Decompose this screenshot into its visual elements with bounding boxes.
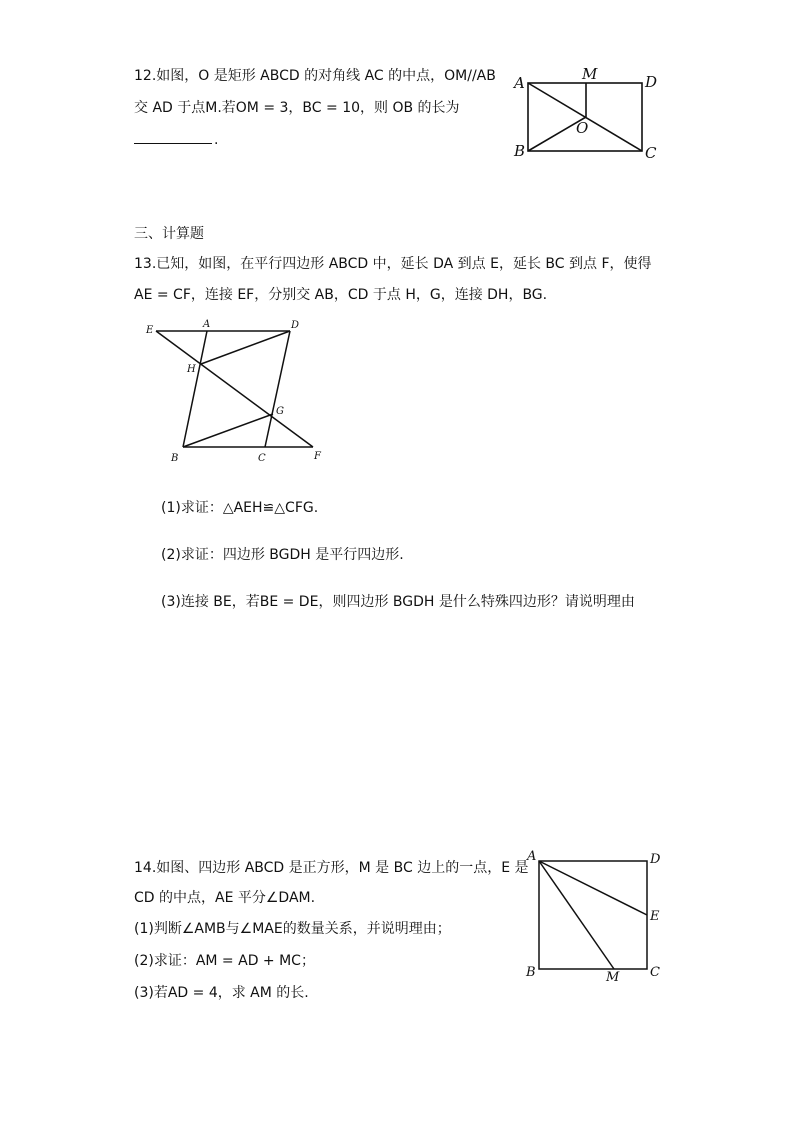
label-H: H xyxy=(187,364,196,375)
label-A: A xyxy=(527,849,537,864)
side-dc xyxy=(265,331,290,447)
segment-dh xyxy=(201,331,290,364)
q12-line2: 交 AD 于点M.若OM = 3，BC = 10，则 OB 的长为 xyxy=(134,100,460,116)
label-M: M xyxy=(582,65,598,83)
square-abcd xyxy=(539,861,647,969)
side-ab xyxy=(183,331,207,447)
q14-figure xyxy=(522,848,672,985)
q13-part3: (3)连接 BE，若BE = DE，则四边形 BGDH 是什么特殊四边形？请说明理由 xyxy=(161,594,635,610)
label-C: C xyxy=(258,453,266,464)
section-title: 三、计算题 xyxy=(134,226,204,242)
label-D: D xyxy=(645,73,658,91)
label-F: F xyxy=(314,451,321,462)
q12-period: . xyxy=(214,132,219,148)
q13-part1: (1)求证：△AEH≌△CFG. xyxy=(161,500,319,516)
label-B: B xyxy=(514,142,526,160)
q14-line1: 14.如图、四边形 ABCD 是正方形，M 是 BC 边上的一点，E 是 xyxy=(134,860,529,876)
q13-line1: 13.已知，如图，在平行四边形 ABCD 中，延长 DA 到点 E，延长 BC 到点 F，使得 xyxy=(134,256,652,272)
label-E: E xyxy=(146,325,154,336)
q12-figure xyxy=(510,66,670,166)
label-G: G xyxy=(276,406,284,417)
q14-part1: (1)判断∠AMB与∠MAE的数量关系，并说明理由； xyxy=(134,921,451,937)
answer-blank[interactable] xyxy=(134,131,212,144)
label-C: C xyxy=(645,144,657,162)
line-ef xyxy=(156,331,313,447)
label-A: A xyxy=(203,319,211,330)
label-O: O xyxy=(576,119,589,137)
segment-ae xyxy=(539,861,647,915)
segment-am xyxy=(539,861,614,969)
q14-part3: (3)若AD = 4，求 AM 的长. xyxy=(134,985,309,1001)
label-B: B xyxy=(171,453,179,464)
q14-line2: CD 的中点，AE 平分∠DAM. xyxy=(134,890,316,906)
label-D: D xyxy=(650,852,661,867)
label-E: E xyxy=(650,909,660,924)
q13-line2: AE = CF，连接 EF，分别交 AB，CD 于点 H，G，连接 DH，BG. xyxy=(134,287,548,303)
q14-part2: (2)求证：AM = AD + MC； xyxy=(134,953,315,969)
q12-line3 xyxy=(134,131,218,149)
label-B: B xyxy=(526,965,536,980)
segment-bg xyxy=(183,414,273,447)
label-M: M xyxy=(606,970,620,985)
q13-figure xyxy=(140,316,340,466)
label-A: A xyxy=(514,74,525,92)
label-C: C xyxy=(650,965,660,980)
q12-line1: 12.如图，O 是矩形 ABCD 的对角线 AC 的中点，OM//AB xyxy=(134,68,496,84)
label-D: D xyxy=(291,320,300,331)
q13-part2: (2)求证：四边形 BGDH 是平行四边形. xyxy=(161,547,404,563)
